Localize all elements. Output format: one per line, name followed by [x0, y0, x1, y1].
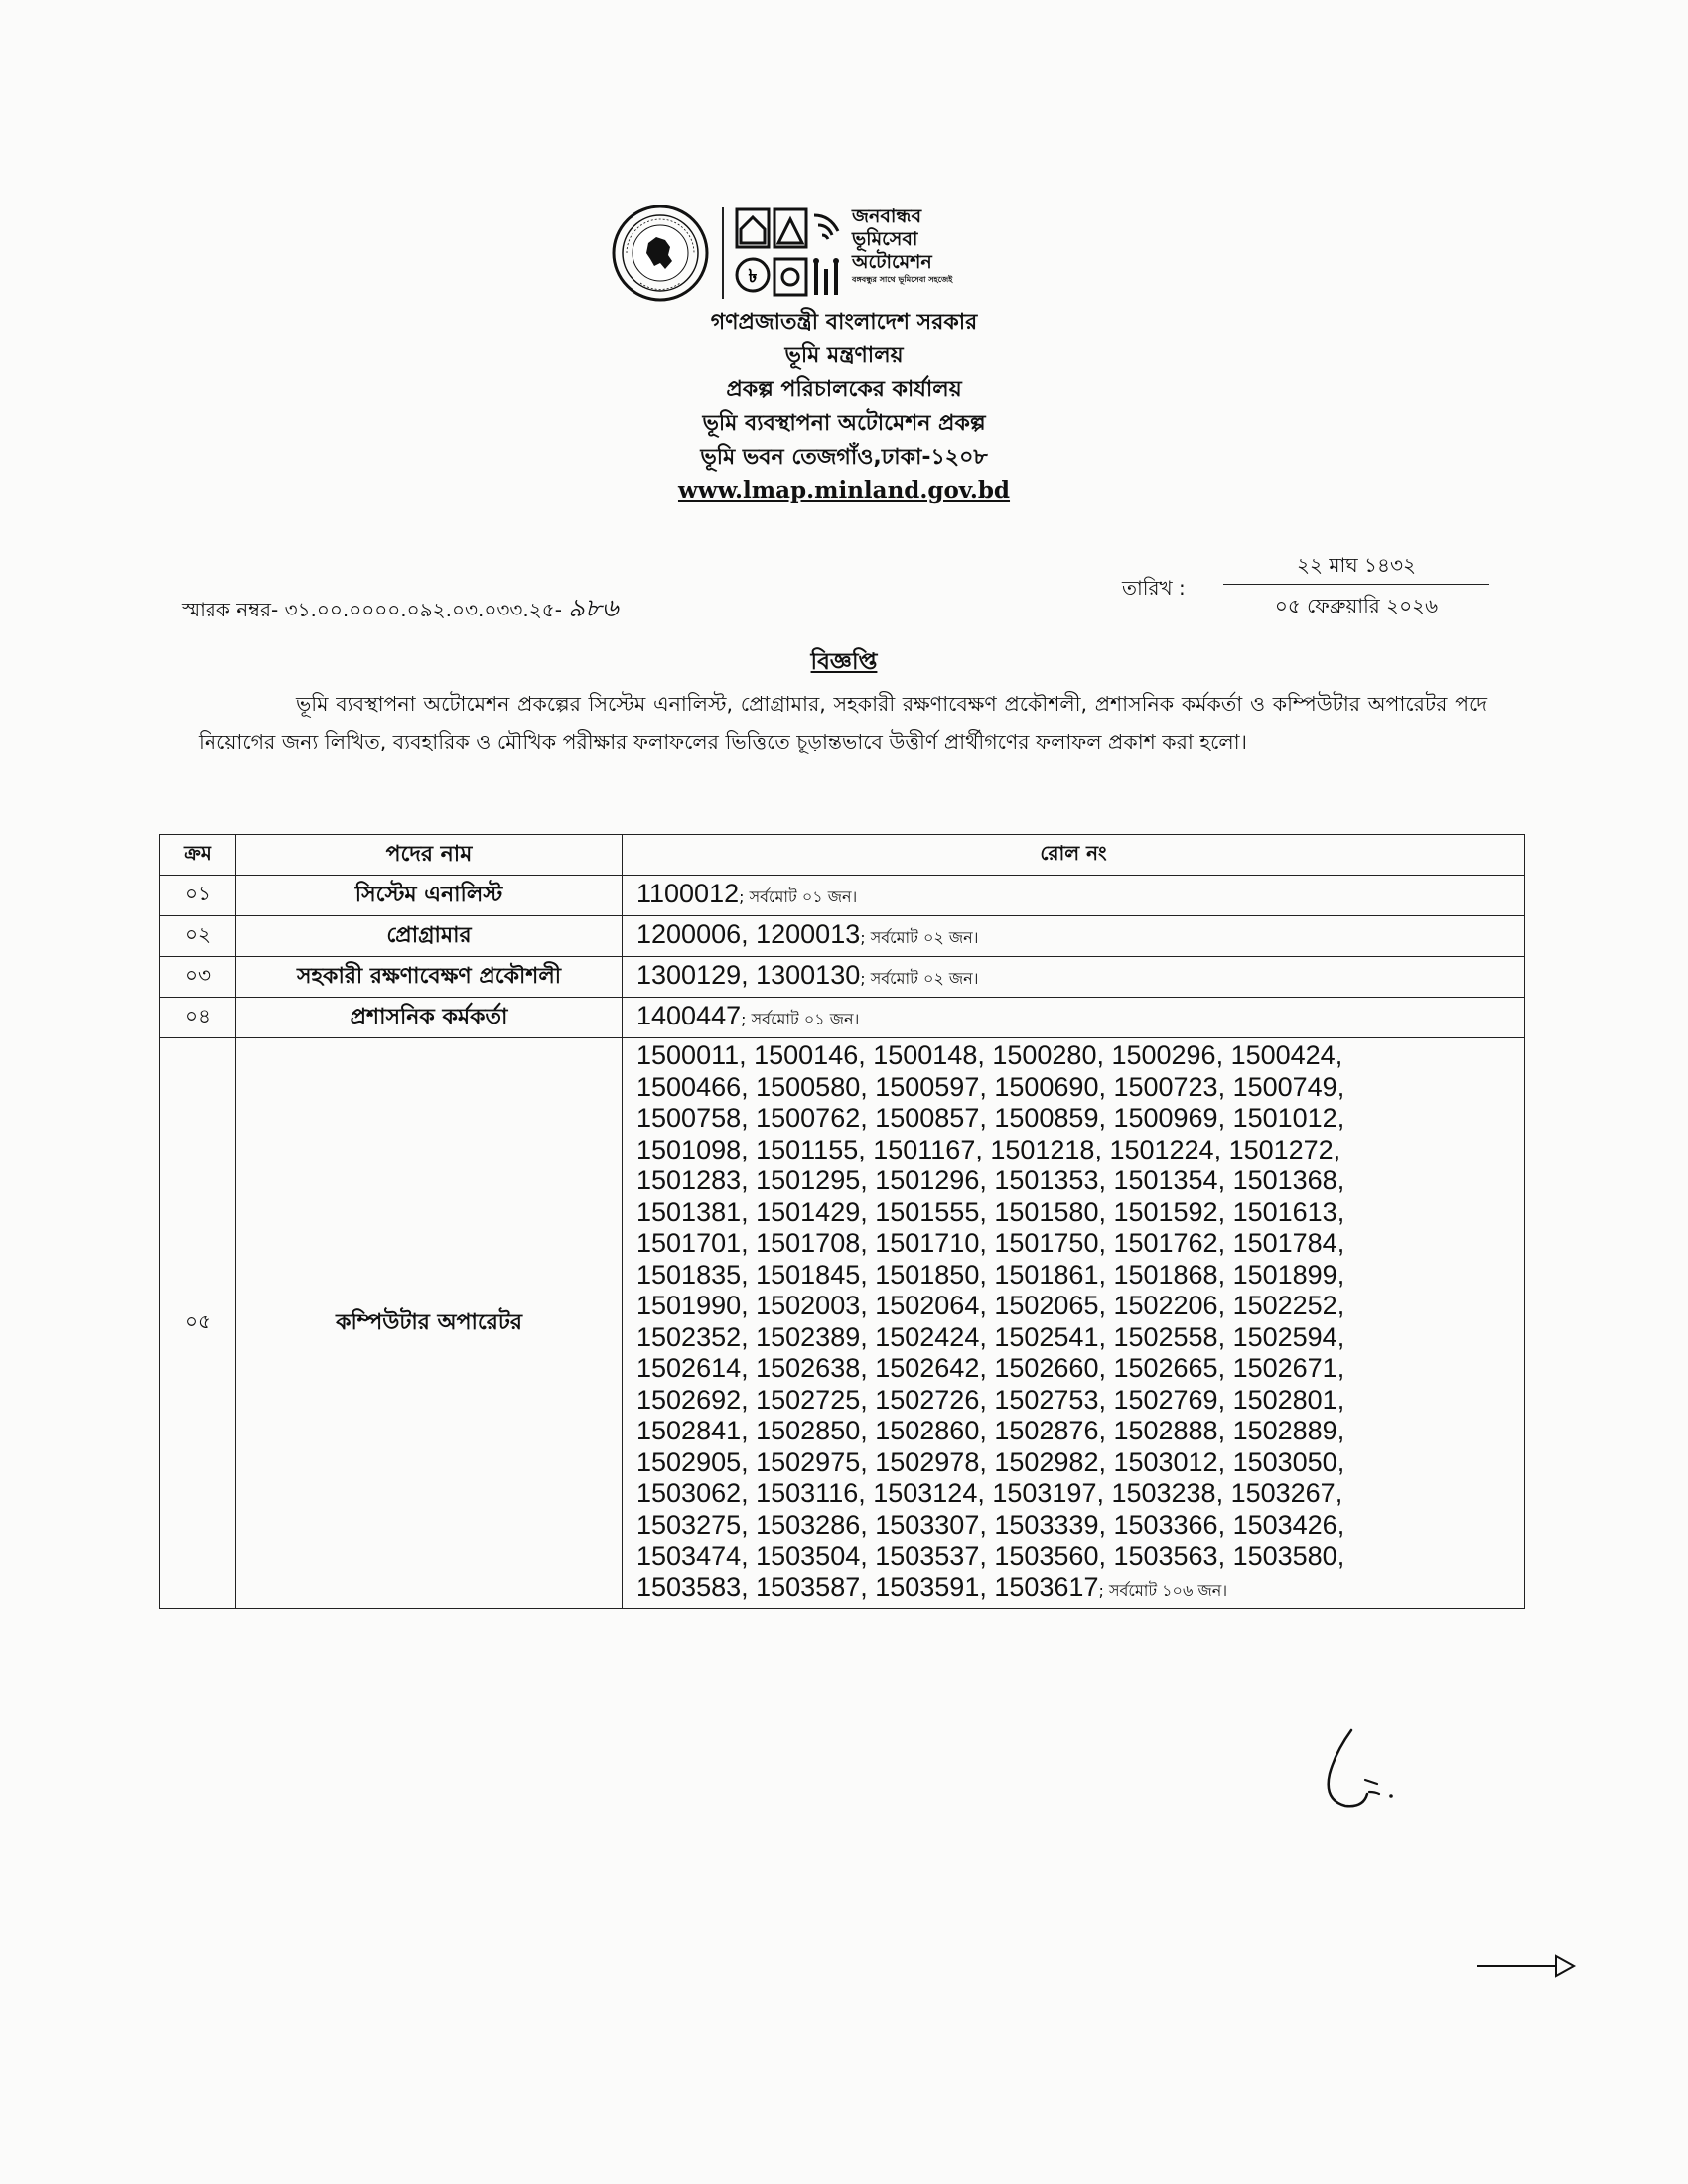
- row-serial: ০২: [160, 916, 236, 957]
- roll-line: 1502692, 1502725, 1502726, 1502753, 1502769, 1502801,: [636, 1384, 1345, 1415]
- signature-icon: [1306, 1722, 1415, 1822]
- date-block: [1223, 548, 1489, 622]
- table-row: [160, 957, 1525, 998]
- roll-line: 1503062, 1503116, 1503124, 1503197, 1503238, 1503267,: [636, 1478, 1343, 1508]
- roll-list: 1100012: [636, 878, 740, 908]
- roll-summary: ; সর্বমোট ০১ জন।: [739, 887, 858, 906]
- roll-line: 1500758, 1500762, 1500857, 1500859, 1500969, 1501012,: [636, 1103, 1345, 1133]
- date-bangla: ২২ মাঘ ১৪৩২: [1297, 553, 1416, 577]
- notice-title: বিজ্ঞপ্তি: [810, 649, 878, 675]
- header-government: গণপ্রজাতন্ত্রী বাংলাদেশ সরকার: [710, 310, 978, 335]
- roll-list: 1200006, 1200013: [636, 918, 861, 949]
- arrow-right-icon: [1475, 1951, 1579, 1980]
- roll-line: 1503474, 1503504, 1503537, 1503560, 1503563, 1503580,: [636, 1541, 1345, 1570]
- roll-line: 1502352, 1502389, 1502424, 1502541, 1502558, 1502594,: [636, 1321, 1345, 1352]
- roll-line: 1501098, 1501155, 1501167, 1501218, 1501224, 1501272,: [636, 1134, 1341, 1164]
- roll-line: 1501381, 1501429, 1501555, 1501580, 1501592, 1501613,: [636, 1196, 1345, 1227]
- roll-list: 1503583, 1503587, 1503591, 1503617: [636, 1571, 1099, 1602]
- table-row: [160, 1038, 1525, 1609]
- memo-label: স্মারক নম্বর- ৩১.০০.০০০০.০৯২.০৩.০৩৩.২৫-: [182, 598, 562, 621]
- roll-line-last: [636, 1572, 1524, 1607]
- row-serial: ০৩: [160, 957, 236, 998]
- header-logos: [611, 204, 1008, 303]
- service-logo-wordmark: [852, 205, 1011, 286]
- date-label: তারিখ :: [1122, 576, 1186, 600]
- row-roll-numbers: [623, 957, 1525, 998]
- roll-line: 1500466, 1500580, 1500597, 1500690, 1500723, 1500749,: [636, 1071, 1345, 1102]
- memo-number: [182, 588, 619, 631]
- roll-summary: ; সর্বমোট ০২ জন।: [860, 927, 979, 947]
- logo-divider: [722, 207, 724, 299]
- government-seal-icon: [611, 204, 710, 303]
- row-serial: ০৪: [160, 998, 236, 1038]
- roll-summary: ; সর্বমোট ০২ জন।: [860, 968, 979, 988]
- roll-list: 1300129, 1300130: [636, 959, 861, 990]
- roll-line: 1503275, 1503286, 1503307, 1503339, 1503366, 1503426,: [636, 1509, 1345, 1540]
- row-roll-numbers: [623, 998, 1525, 1038]
- roll-line: 1500011, 1500146, 1500148, 1500280, 1500296, 1500424,: [636, 1040, 1343, 1070]
- office-header: [0, 306, 1688, 508]
- roll-line: 1501283, 1501295, 1501296, 1501353, 1501354, 1501368,: [636, 1165, 1345, 1195]
- row-post-name: সিস্টেম এনালিস্ট: [236, 876, 623, 916]
- notice-body: ভূমি ব্যবস্থাপনা অটোমেশন প্রকল্পের সিস্টেম এনালিস্ট, প্রোগ্রামার, সহকারী রক্ষণাবেক্ষণ প্রকৌশলী, প্রশাসনিক কর্মকর্তা ও কম্পিউটার অপারেটর পদে নিয়োগের জন্য লিখিত, ব্যবহারিক ও মৌখিক পরীক্ষার ফলাফলের ভিত্তিতে চূড়ান্তভাবে উত্তীর্ণ প্রার্থীগণের ফলাফল প্রকাশ করা হলো।: [199, 692, 1487, 753]
- row-roll-numbers: [623, 916, 1525, 957]
- row-post-name: কম্পিউটার অপারেটর: [236, 1038, 623, 1609]
- roll-list: 1400447: [636, 1000, 742, 1030]
- row-roll-numbers: [623, 876, 1525, 916]
- table-row: [160, 998, 1525, 1038]
- header-ministry: ভূমি মন্ত্রণালয়: [784, 343, 904, 368]
- row-post-name: সহকারী রক্ষণাবেক্ষণ প্রকৌশলী: [236, 957, 623, 998]
- roll-line: 1501701, 1501708, 1501710, 1501750, 1501762, 1501784,: [636, 1228, 1345, 1258]
- results-table: [159, 834, 1525, 1609]
- roll-line: 1502905, 1502975, 1502978, 1502982, 1503012, 1503050,: [636, 1446, 1345, 1477]
- header-office: প্রকল্প পরিচালকের কার্যালয়: [726, 377, 962, 402]
- header-project: ভূমি ব্যবস্থাপনা অটোমেশন প্রকল্প: [702, 411, 986, 436]
- service-logo-tagline: বঙ্গবন্ধুর সাথে ভূমিসেবা সহজেই: [852, 275, 953, 284]
- table-header-row: [160, 835, 1525, 876]
- date-divider: [1223, 584, 1489, 585]
- roll-line: 1502841, 1502850, 1502860, 1502876, 1502888, 1502889,: [636, 1416, 1345, 1445]
- roll-summary: ; সর্বমোট ১০৬ জন।: [1098, 1580, 1228, 1600]
- roll-line: 1501990, 1502003, 1502064, 1502065, 1502206, 1502252,: [636, 1291, 1345, 1320]
- row-post-name: প্রোগ্রামার: [236, 916, 623, 957]
- date-gregorian: ০৫ ফেব্রুয়ারি ২০২৬: [1274, 594, 1439, 617]
- row-post-name: প্রশাসনিক কর্মকর্তা: [236, 998, 623, 1038]
- land-service-icons: [735, 207, 844, 299]
- row-serial: ০১: [160, 876, 236, 916]
- roll-line: 1501835, 1501845, 1501850, 1501861, 1501868, 1501899,: [636, 1259, 1345, 1290]
- row-roll-numbers: [623, 1038, 1525, 1609]
- header-roll-numbers: রোল নং: [623, 835, 1525, 876]
- header-post-name: পদের নাম: [236, 835, 623, 876]
- service-logo-line-1: জনবান্ধব: [852, 205, 922, 227]
- row-serial: ০৫: [160, 1038, 236, 1609]
- header-serial: ক্রম: [160, 835, 236, 876]
- service-logo-line-2: ভূমিসেবা: [852, 228, 918, 250]
- svg-text:৳: ৳: [748, 266, 758, 287]
- memo-handwritten-number: ৯৮৬: [567, 594, 619, 623]
- service-logo-line-3: অটোমেশন: [852, 251, 932, 273]
- header-address: ভূমি ভবন তেজগাঁও,ঢাকা-১২০৮: [700, 445, 988, 470]
- table-row: [160, 876, 1525, 916]
- header-website-link[interactable]: www.lmap.minland.gov.bd: [677, 478, 1011, 504]
- table-row: [160, 916, 1525, 957]
- roll-line: 1502614, 1502638, 1502642, 1502660, 1502665, 1502671,: [636, 1353, 1345, 1383]
- roll-summary: ; সর্বমোট ০১ জন।: [741, 1009, 860, 1028]
